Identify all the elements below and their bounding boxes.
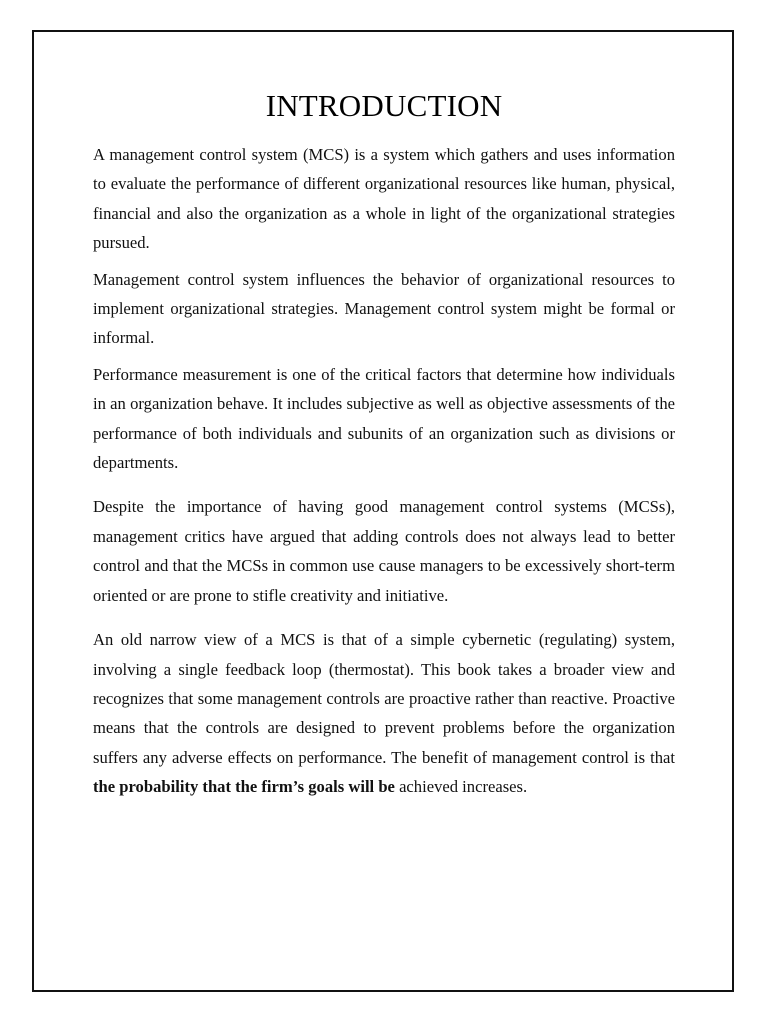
- paragraph-5-bold-text: the probability that the firm’s goals will be: [93, 777, 395, 797]
- paragraph-1: A management control system (MCS) is a system which gathers and uses information to evaluate the performance of different organizational resources like human, physical, financial and also the organization as a whole in light of the organizational strategies pursued.: [93, 145, 675, 253]
- paragraph-4: Despite the importance of having good management control systems (MCSs), management critics have argued that adding controls does not always lead to better control and that the MCSs in common use cause managers to be excessively short-term oriented or are prone to stifle creativity and initiative.: [93, 497, 675, 605]
- paragraph-2: Management control system influences the behavior of organizational resources to implement organizational strategies. Management control system might be formal or informal.: [93, 269, 675, 348]
- document-body: [93, 140, 675, 802]
- paragraph-5-text-after: achieved increases.: [394, 777, 528, 797]
- paragraph-5-text-before: An old narrow view of a MCS is that of a simple cybernetic (regulating) system, involving a single feedback loop (thermostat). This book takes a broader view and recognizes that some management controls are proactive rather than reactive. Proactive means that the controls are designed to prevent problems before the organization suffers any adverse effects on performance. The benefit of management control is that: [93, 630, 675, 767]
- paragraph-5: [93, 625, 675, 801]
- paragraph-3: Performance measurement is one of the critical factors that determine how individuals in an organization behave. It includes subjective as well as objective assessments of the performance of both individuals and subunits of an organization such as divisions or departments.: [93, 364, 675, 473]
- page-title: INTRODUCTION: [265, 88, 503, 123]
